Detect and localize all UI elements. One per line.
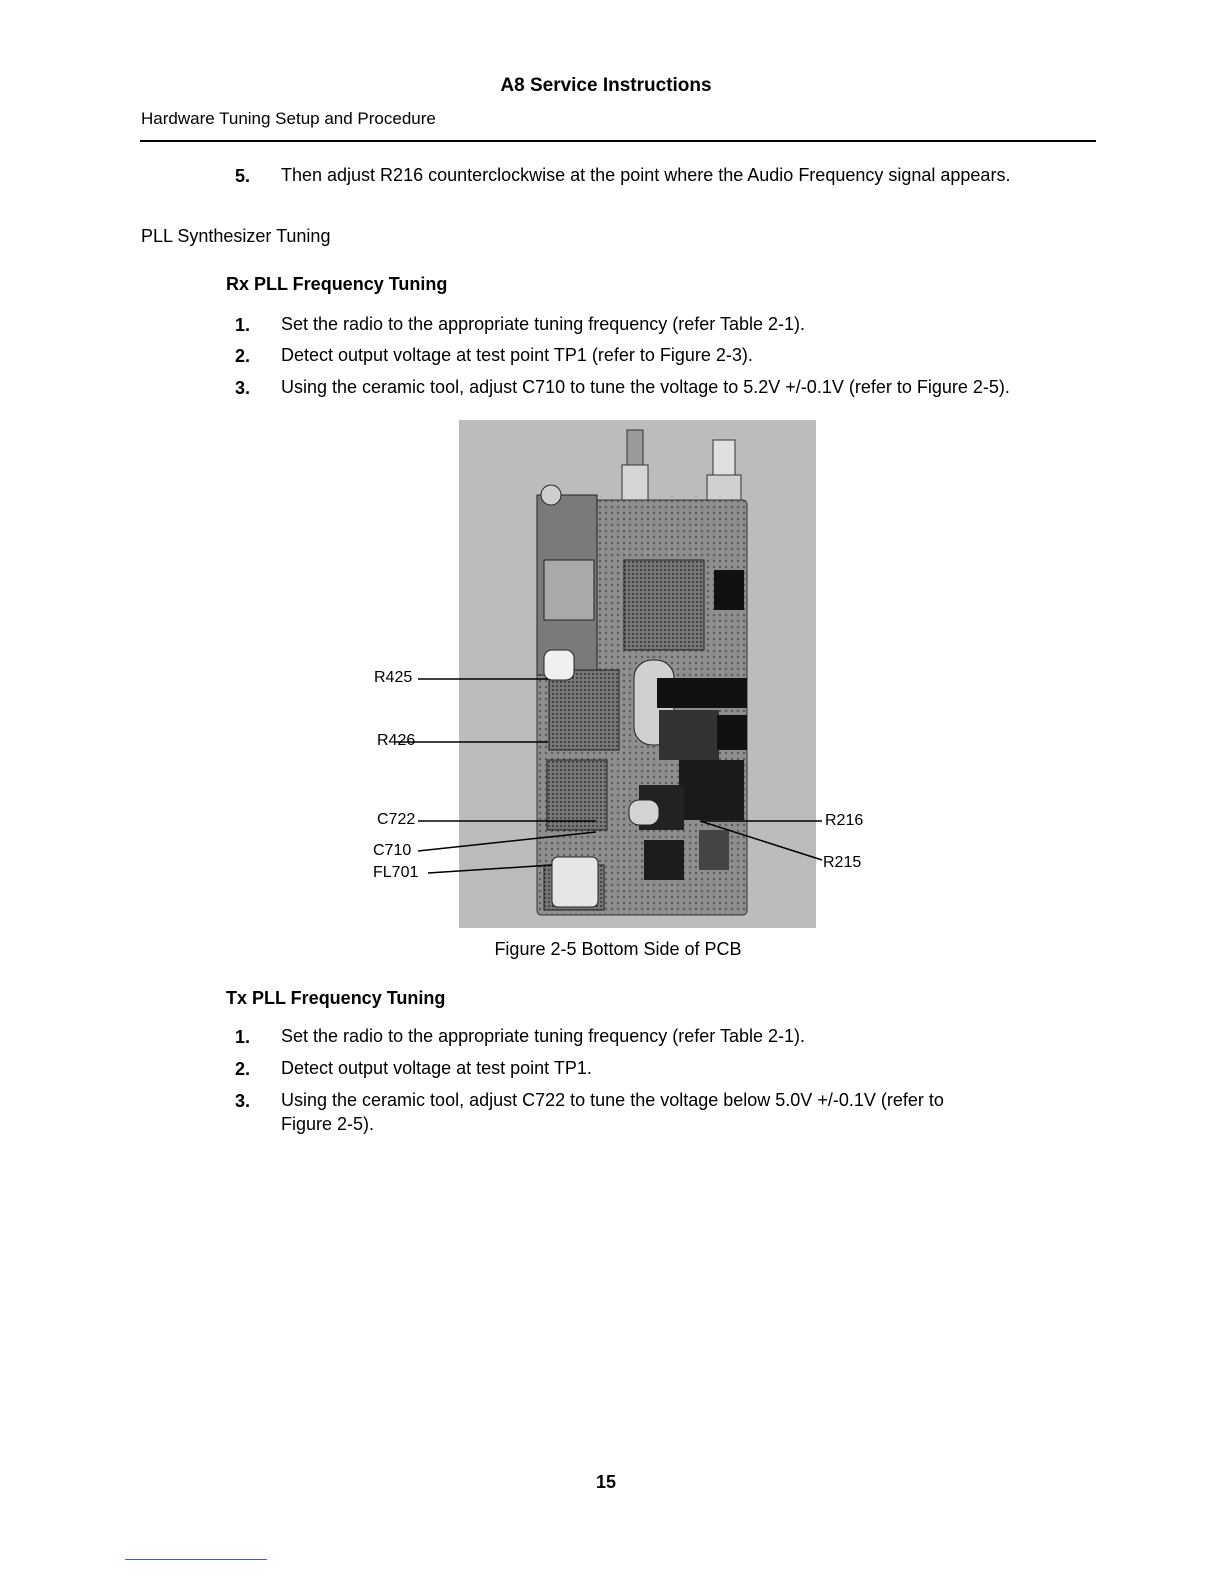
rx-step-3-number: 3.: [235, 378, 251, 398]
leader-fl701: [428, 865, 552, 873]
label-r215: R215: [823, 854, 862, 871]
intro-step-text: Then adjust R216 counterclockwise at the point where the Audio Frequency signal appears.: [281, 165, 1011, 185]
section-title: PLL Synthesizer Tuning: [141, 226, 331, 246]
tx-step-2-text: Detect output voltage at test point TP1.: [281, 1058, 592, 1078]
label-r426: R426: [377, 732, 416, 749]
label-r216: R216: [825, 812, 864, 829]
label-r425: R425: [374, 669, 413, 686]
footer-link-underline: [125, 1559, 267, 1560]
label-c722: C722: [377, 811, 416, 828]
label-c710: C710: [373, 842, 412, 859]
tx-step-1-number: 1.: [235, 1027, 251, 1047]
tx-step-3-text-cont: Figure 2-5).: [281, 1114, 375, 1134]
figure-caption: Figure 2-5 Bottom Side of PCB: [494, 939, 742, 959]
tx-step-1-text: Set the radio to the appropriate tuning frequency (refer Table 2-1).: [281, 1026, 805, 1046]
label-fl701: FL701: [373, 864, 419, 881]
rx-step-1-number: 1.: [235, 315, 251, 335]
rx-heading: Rx PLL Frequency Tuning: [226, 274, 448, 294]
tx-step-3-text: Using the ceramic tool, adjust C722 to tune the voltage below 5.0V +/-0.1V (refer to: [281, 1090, 944, 1110]
rx-step-1-text: Set the radio to the appropriate tuning frequency (refer Table 2-1).: [281, 314, 805, 334]
tx-step-2-number: 2.: [235, 1059, 251, 1079]
page-number: 15: [595, 1472, 617, 1492]
rx-step-2-number: 2.: [235, 346, 251, 366]
section-header: Hardware Tuning Setup and Procedure: [141, 109, 436, 128]
leader-r215: [700, 821, 822, 860]
tx-step-3-number: 3.: [235, 1091, 251, 1111]
leader-c710: [418, 832, 596, 851]
intro-step-number: 5.: [235, 166, 251, 186]
document-title: A8 Service Instructions: [500, 75, 712, 96]
tx-heading: Tx PLL Frequency Tuning: [226, 988, 446, 1008]
rx-step-2-text: Detect output voltage at test point TP1 (refer to Figure 2-3).: [281, 345, 753, 365]
rx-step-3-text: Using the ceramic tool, adjust C710 to tune the voltage to 5.2V +/-0.1V (refer to Figure 2-5).: [281, 377, 1010, 397]
